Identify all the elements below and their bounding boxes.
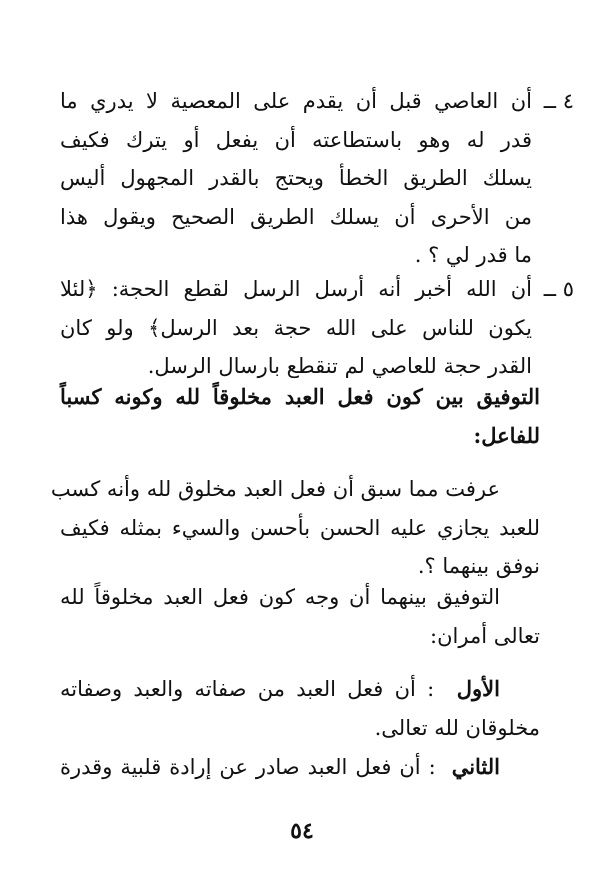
text-line: ما قدر لي ؟ .: [414, 243, 532, 267]
point-text: : أن فعل العبد من صفاته والعبد وصفاته: [60, 677, 435, 701]
text-line: يكون للناس على الله حجة بعد الرسل﴾ ولو كان: [60, 315, 532, 340]
text-line: عرفت مما سبق أن فعل العبد مخلوق لله وأنه كسب: [50, 477, 500, 501]
section-heading: [60, 378, 540, 455]
text-line: قدر له وهو باستطاعته أن يفعل أو يترك فكيف: [60, 127, 532, 152]
heading-line: التوفيق بين كون فعل العبد مخلوقاً لله وكونه كسباً: [60, 384, 540, 409]
text-line: نوفق بينهما ؟.: [417, 554, 540, 578]
text-line: أن الله أخبر أنه أرسل الرسل لقطع الحجة: ﴿لئلا: [60, 277, 532, 301]
point-first: [60, 670, 540, 747]
point-label: الثاني: [451, 754, 501, 779]
text-line: القدر حجة للعاصي لم تنقطع بارسال الرسل.: [147, 354, 532, 378]
paragraph: [50, 470, 540, 586]
text-line: من الأحرى أن يسلك الطريق الصحيح ويقول هذا: [60, 204, 532, 229]
point-second: [60, 748, 540, 787]
point-label: الأول: [456, 676, 500, 701]
text-line: يسلك الطريق الخطأ ويحتج بالقدر المجهول أليس: [60, 166, 532, 190]
text-line: [60, 748, 540, 787]
heading-line: للفاعل:: [473, 422, 540, 448]
text-line: مخلوقان لله تعالى.: [374, 715, 540, 740]
text-line: التوفيق بينهما أن وجه كون فعل العبد مخلوقاً لله: [60, 585, 500, 609]
text-line: للعبد يجازي عليه الحسن بأحسن والسيء بمثله فكيف: [60, 515, 540, 540]
point-text: : أن فعل العبد صادر عن إرادة قلبية وقدرة: [60, 755, 436, 779]
item-number: ٤ ــ: [543, 89, 574, 113]
text-line: أن العاصي قبل أن يقدم على المعصية لا يدري ما: [60, 89, 532, 113]
text-line: [60, 670, 540, 709]
item-number: ٥ ــ: [543, 277, 574, 301]
paragraph: [60, 578, 540, 655]
page-number: ٥٤: [290, 818, 314, 844]
item-5-text: [60, 270, 532, 386]
text-line: تعالى أمران:: [430, 623, 540, 648]
item-4-text: [60, 82, 532, 275]
